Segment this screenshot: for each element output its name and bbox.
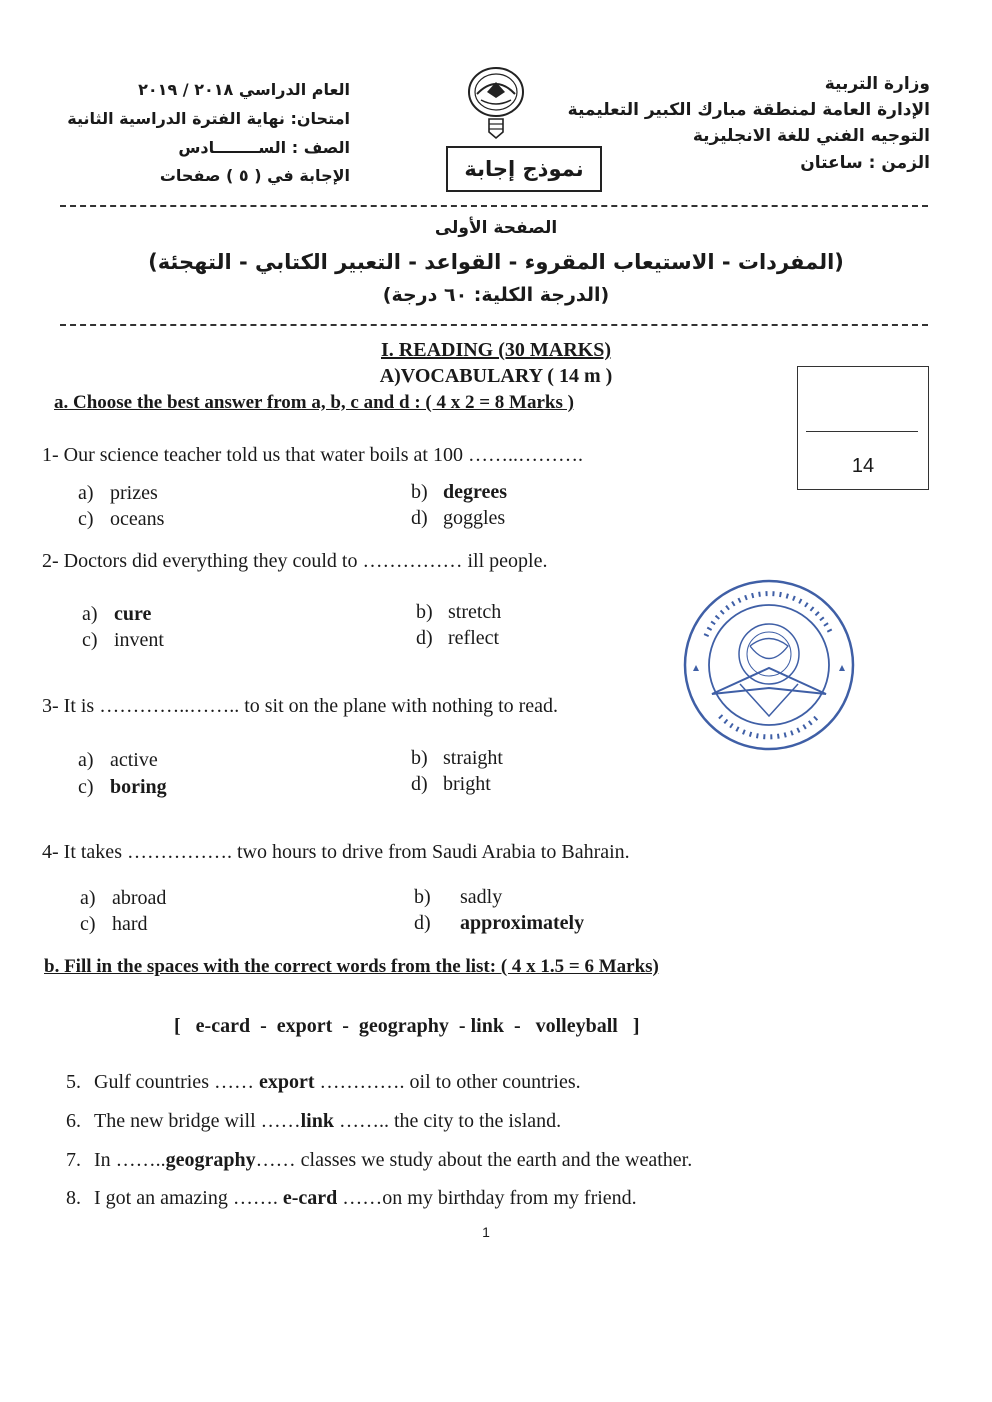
fill-item-7 bbox=[66, 1149, 692, 1172]
correct-answer: degrees bbox=[443, 481, 508, 503]
option-text: active bbox=[110, 749, 158, 771]
option-letter: d) bbox=[411, 507, 428, 529]
option-letter: d) bbox=[414, 912, 431, 934]
option-1a bbox=[78, 482, 158, 505]
option-letter: a) bbox=[82, 603, 98, 625]
option-text: oceans bbox=[110, 508, 165, 530]
option-letter: c) bbox=[78, 508, 94, 530]
filled-answer: link bbox=[300, 1110, 334, 1132]
emblem-logo bbox=[465, 64, 527, 140]
item-number: 5. bbox=[66, 1071, 81, 1093]
option-text: hard bbox=[112, 913, 148, 935]
option-text: abroad bbox=[112, 887, 167, 909]
option-3c bbox=[78, 776, 167, 799]
official-stamp bbox=[680, 576, 858, 754]
fill-item-6 bbox=[66, 1110, 561, 1133]
option-4d bbox=[414, 912, 584, 935]
option-text: sadly bbox=[460, 886, 503, 908]
option-3d bbox=[411, 773, 491, 796]
option-letter: c) bbox=[78, 776, 94, 798]
sentence-text: …… classes we study about the earth and the weather. bbox=[255, 1149, 693, 1171]
sentence-text: …….. the city to the island. bbox=[333, 1110, 562, 1132]
sentence-text: …………. oil to other countries. bbox=[314, 1071, 581, 1093]
option-letter: d) bbox=[416, 627, 433, 649]
page-number: 1 bbox=[482, 1224, 490, 1240]
answer-model-box: نموذج إجابة bbox=[446, 146, 602, 192]
option-2b bbox=[416, 601, 501, 624]
option-text: prizes bbox=[110, 482, 158, 504]
option-text: reflect bbox=[448, 627, 500, 649]
option-letter: b) bbox=[414, 886, 431, 908]
option-text: stretch bbox=[448, 601, 502, 623]
option-3b bbox=[411, 747, 503, 770]
correct-answer: approximately bbox=[460, 912, 585, 934]
filled-answer: export bbox=[258, 1071, 315, 1093]
option-3a bbox=[78, 749, 158, 772]
question-3: 3- It is …………..…….. to sit on the plane with nothing to read. bbox=[42, 695, 559, 717]
academic-year: العام الدراسي ٢٠١٨ / ٢٠١٩ bbox=[138, 80, 350, 99]
fill-item-5 bbox=[66, 1071, 581, 1094]
filled-answer: geography bbox=[165, 1149, 256, 1171]
sentence-text: The new bridge will …… bbox=[94, 1110, 301, 1132]
exam-sections: (المفردات - الاستيعاب المقروء - القواعد - التعبير الكتابي - التهجئة) bbox=[148, 250, 844, 274]
ministry-name: وزارة التربية bbox=[824, 74, 930, 94]
sentence-text: ……on my birthday from my friend. bbox=[337, 1187, 637, 1209]
option-text: goggles bbox=[443, 507, 506, 529]
item-number: 7. bbox=[66, 1149, 81, 1171]
exam-name: امتحان: نهاية الفترة الدراسية الثانية bbox=[67, 109, 350, 128]
score-value: 14 bbox=[851, 455, 875, 477]
vocabulary-title: A)VOCABULARY ( 14 m ) bbox=[379, 365, 613, 387]
fill-item-8 bbox=[66, 1187, 637, 1210]
option-text: bright bbox=[443, 773, 491, 795]
option-letter: c) bbox=[82, 629, 98, 651]
divider bbox=[60, 205, 928, 207]
part-b-title: b. Fill in the spaces with the correct words from the list: ( 4 x 1.5 = 6 Marks) bbox=[44, 956, 659, 977]
filled-answer: e-card bbox=[282, 1187, 338, 1209]
question-1: 1- Our science teacher told us that water boils at 100 ……..………. bbox=[42, 444, 583, 466]
item-number: 8. bbox=[66, 1187, 81, 1209]
option-4c bbox=[80, 913, 148, 936]
option-4a bbox=[80, 887, 166, 910]
option-4b bbox=[414, 886, 502, 909]
option-text: straight bbox=[443, 747, 503, 769]
option-letter: b) bbox=[416, 601, 433, 623]
reading-title: I. READING (30 MARKS) bbox=[381, 339, 611, 361]
option-letter: a) bbox=[80, 887, 96, 909]
option-2c bbox=[82, 629, 164, 652]
option-letter: a) bbox=[78, 482, 94, 504]
page-title: الصفحة الأولى bbox=[434, 218, 558, 238]
grade: الصف : الســــــــادس bbox=[178, 138, 350, 157]
option-letter: a) bbox=[78, 749, 94, 771]
supervision-name: التوجيه الفني للغة الانجليزية bbox=[692, 126, 930, 146]
option-letter: c) bbox=[80, 913, 96, 935]
correct-answer: boring bbox=[110, 776, 167, 798]
option-2a bbox=[82, 603, 151, 626]
part-a-title: a. Choose the best answer from a, b, c and d : ( 4 x 2 = 8 Marks ) bbox=[54, 392, 574, 413]
item-number: 6. bbox=[66, 1110, 81, 1132]
exam-duration: الزمن : ساعتان bbox=[800, 153, 930, 173]
option-1b bbox=[411, 481, 507, 504]
total-marks: (الدرجة الكلية: ٦٠ درجة) bbox=[382, 284, 610, 306]
word-list: [ e-card - export - geography - link - volleyball ] bbox=[174, 1015, 640, 1037]
correct-answer: cure bbox=[114, 603, 152, 625]
divider bbox=[60, 324, 928, 326]
option-letter: b) bbox=[411, 747, 428, 769]
question-4: 4- It takes ……………. two hours to drive from Saudi Arabia to Bahrain. bbox=[42, 841, 630, 863]
option-letter: b) bbox=[411, 481, 428, 503]
sentence-text: In …….. bbox=[94, 1149, 166, 1171]
option-2d bbox=[416, 627, 499, 650]
question-2: 2- Doctors did everything they could to …………… ill people. bbox=[42, 550, 548, 572]
option-text: invent bbox=[114, 629, 164, 651]
option-letter: d) bbox=[411, 773, 428, 795]
option-1c bbox=[78, 508, 164, 531]
option-1d bbox=[411, 507, 505, 530]
score-line bbox=[806, 431, 918, 432]
sentence-text: I got an amazing ……. bbox=[94, 1187, 283, 1209]
page-count: الإجابة في ( ٥ ) صفحات bbox=[159, 166, 350, 185]
sentence-text: Gulf countries …… bbox=[94, 1071, 259, 1093]
directorate-name: الإدارة العامة لمنطقة مبارك الكبير التعليمية bbox=[567, 100, 930, 120]
